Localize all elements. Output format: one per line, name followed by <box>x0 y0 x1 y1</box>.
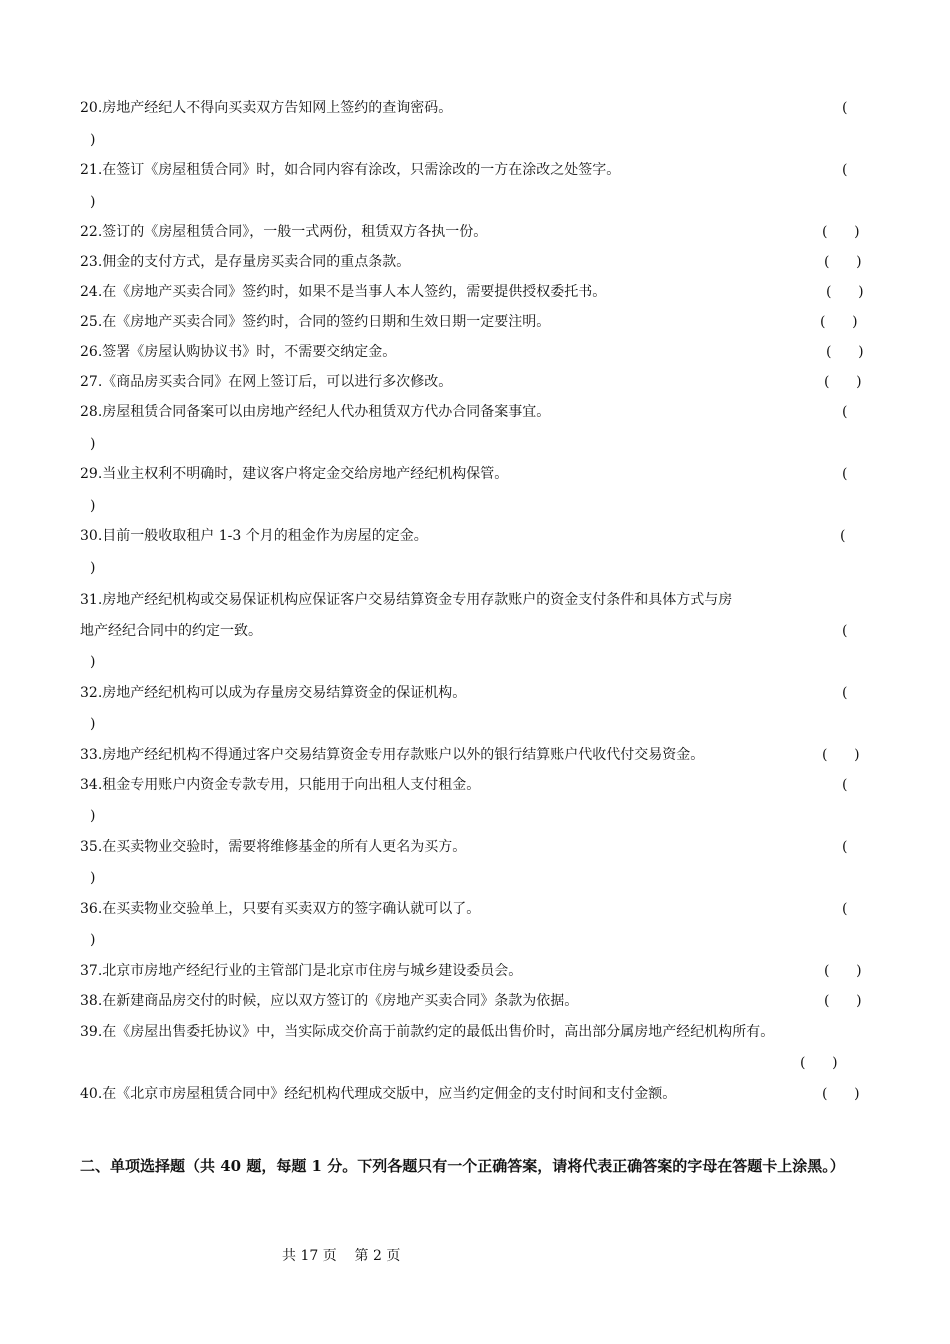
answer-close-paren: ) <box>90 716 96 732</box>
answer-blank: ( ) <box>822 1086 860 1102</box>
question-38: 38.在新建商品房交付的时候，应以双方签订的《房地产买卖合同》条款为依据。 <box>80 993 579 1009</box>
question-27: 27.《商品房买卖合同》在网上签订后，可以进行多次修改。 <box>80 374 453 390</box>
answer-blank: ( ) <box>826 284 864 300</box>
question-22: 22.签订的《房屋租赁合同》，一般一式两份，租赁双方各执一份。 <box>80 224 488 240</box>
answer-close-paren: ) <box>90 808 96 824</box>
answer-open-paren: ( <box>842 901 848 917</box>
question-37: 37.北京市房地产经纪行业的主管部门是北京市住房与城乡建设委员会。 <box>80 963 523 979</box>
answer-blank: ( ) <box>824 374 862 390</box>
answer-blank: ( ) <box>822 224 860 240</box>
question-30: 30.目前一般收取租户 1-3 个月的租金作为房屋的定金。 <box>80 528 428 544</box>
answer-open-paren: ( <box>842 685 848 701</box>
question-40: 40.在《北京市房屋租赁合同中》经纪机构代理成交版中，应当约定佣金的支付时间和支付金额。 <box>80 1086 677 1102</box>
question-24: 24.在《房地产买卖合同》签约时，如果不是当事人本人签约，需要提供授权委托书。 <box>80 284 607 300</box>
answer-open-paren: ( <box>842 162 848 178</box>
question-32: 32.房地产经纪机构可以成为存量房交易结算资金的保证机构。 <box>80 685 467 701</box>
answer-close-paren: ) <box>90 932 96 948</box>
question-31-continuation: 地产经纪合同中的约定一致。 <box>80 623 262 639</box>
answer-close-paren: ) <box>90 560 96 576</box>
question-23: 23.佣金的支付方式，是存量房买卖合同的重点条款。 <box>80 254 411 270</box>
answer-open-paren: ( <box>842 623 848 639</box>
answer-blank: ( ) <box>826 344 864 360</box>
answer-blank: ( ) <box>824 993 862 1009</box>
question-33: 33.房地产经纪机构不得通过客户交易结算资金专用存款账户以外的银行结算账户代收代付交易资金。 <box>80 747 705 763</box>
answer-open-paren: ( <box>842 100 848 116</box>
answer-blank: ( ) <box>820 314 858 330</box>
answer-open-paren: ( <box>842 466 848 482</box>
section-heading: 二、单项选择题（共 40 题，每题 1 分。下列各题只有一个正确答案，请将代表正确答案的字母在答题卡上涂黑。） <box>80 1157 845 1175</box>
answer-open-paren: ( <box>842 839 848 855</box>
answer-blank: ( ) <box>800 1055 838 1071</box>
question-36: 36.在买卖物业交验单上，只要有买卖双方的签字确认就可以了。 <box>80 901 481 917</box>
answer-blank: ( ) <box>824 254 862 270</box>
answer-open-paren: ( <box>840 528 846 544</box>
answer-blank: ( ) <box>822 747 860 763</box>
question-35: 35.在买卖物业交验时，需要将维修基金的所有人更名为买方。 <box>80 839 467 855</box>
page-footer: 共 17 页 第 2 页 <box>282 1248 401 1264</box>
answer-close-paren: ) <box>90 132 96 148</box>
question-26: 26.签署《房屋认购协议书》时，不需要交纳定金。 <box>80 344 397 360</box>
question-25: 25.在《房地产买卖合同》签约时，合同的签约日期和生效日期一定要注明。 <box>80 314 551 330</box>
answer-close-paren: ) <box>90 436 96 452</box>
question-29: 29.当业主权利不明确时，建议客户将定金交给房地产经纪机构保管。 <box>80 466 509 482</box>
question-21: 21.在签订《房屋租赁合同》时，如合同内容有涂改，只需涂改的一方在涂改之处签字。 <box>80 162 621 178</box>
answer-close-paren: ) <box>90 654 96 670</box>
question-31: 31.房地产经纪机构或交易保证机构应保证客户交易结算资金专用存款账户的资金支付条件和具体方式与房 <box>80 592 733 608</box>
answer-close-paren: ) <box>90 498 96 514</box>
question-28: 28.房屋租赁合同备案可以由房地产经纪人代办租赁双方代办合同备案事宜。 <box>80 404 551 420</box>
answer-open-paren: ( <box>842 777 848 793</box>
question-34: 34.租金专用账户内资金专款专用，只能用于向出租人支付租金。 <box>80 777 481 793</box>
question-20: 20.房地产经纪人不得向买卖双方告知网上签约的查询密码。 <box>80 100 453 116</box>
answer-close-paren: ) <box>90 870 96 886</box>
answer-close-paren: ) <box>90 194 96 210</box>
answer-blank: ( ) <box>824 963 862 979</box>
answer-open-paren: ( <box>842 404 848 420</box>
question-39: 39.在《房屋出售委托协议》中，当实际成交价高于前款约定的最低出售价时，高出部分属房地产经纪机构所有。 <box>80 1024 775 1040</box>
